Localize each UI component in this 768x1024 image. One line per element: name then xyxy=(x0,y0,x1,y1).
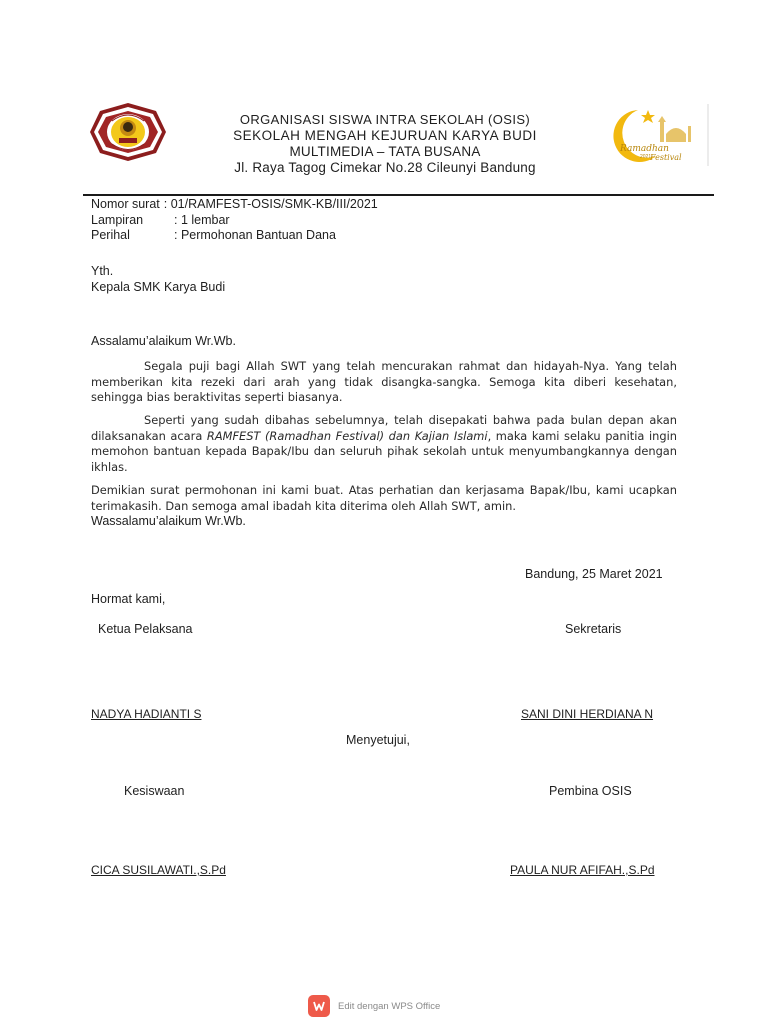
ramfest-logo-text-2: 2021 xyxy=(640,154,652,160)
paragraph-3-text: Demikian surat permohonan ini kami buat. Atas perhatian dan kerjasama Bapak/Ibu, kami ucapkan terimakasih. Dan semoga amal ibadah kita diterima oleh Allah SWT, amin. xyxy=(91,483,677,513)
paragraph-2-text-a: Seperti yang sudah dibahas sebelumnya, telah disepakati bahwa pada bulan depan akan dilaksanakan acara xyxy=(91,413,677,443)
greeting: Assalamu’alaikum Wr.Wb. xyxy=(91,334,236,348)
letterhead-school: SEKOLAH MENGAH KEJURUAN KARYA BUDI xyxy=(233,128,537,143)
recipient-yth: Yth. xyxy=(91,264,114,278)
wps-footer xyxy=(308,995,440,1017)
meta-nomor xyxy=(91,197,378,213)
kesiswaan-name: CICA SUSILAWATI.,S.Pd xyxy=(91,863,226,877)
paragraph-2 xyxy=(91,413,677,475)
paragraph-3 xyxy=(91,483,677,514)
event-name: RAMFEST (Ramadhan Festival) dan Kajian Islami xyxy=(206,428,488,443)
letterhead-rule xyxy=(83,194,714,196)
letterhead-majors: MULTIMEDIA – TATA BUSANA xyxy=(289,144,481,159)
ketua-name: NADYA HADIANTI S xyxy=(91,707,202,721)
pembina-title: Pembina OSIS xyxy=(549,784,632,798)
meta-lampiran-label: Lampiran xyxy=(91,212,144,227)
sekretaris-name: SANI DINI HERDIANA N xyxy=(521,707,654,721)
ketua-title: Ketua Pelaksana xyxy=(98,622,193,636)
kesiswaan-title: Kesiswaan xyxy=(124,784,185,798)
hormat-kami: Hormat kami, xyxy=(91,592,166,606)
letterhead-address: Jl. Raya Tagog Cimekar No.28 Cileunyi Bandung xyxy=(234,160,536,175)
meta-lampiran xyxy=(91,213,378,229)
letter-date: Bandung, 25 Maret 2021 xyxy=(525,567,663,581)
closing-greeting: Wassalamu’alaikum Wr.Wb. xyxy=(91,514,246,528)
meta-nomor-value: : 01/RAMFEST-OSIS/SMK-KB/III/2021 xyxy=(163,197,378,211)
ramfest-logo xyxy=(612,104,712,166)
wps-office-icon xyxy=(308,995,330,1017)
paragraph-2-text-b: , maka kami selaku panitia ingin memohon bantuan kepada Bapak/Ibu dan seluruh pihak sekolah untuk menyumbangkannya dengan ikhlas. xyxy=(91,428,677,474)
letter-meta xyxy=(91,197,378,244)
sekretaris-title: Sekretaris xyxy=(565,622,622,636)
paragraph-1-text: Segala puji bagi Allah SWT yang telah mencurakan rahmat dan hidayah-Nya. Yang telah memberikan kita rezeki dari arah yang tidak disangka-sangka. Semoga kita diberi kesehatan, sehingga bias beraktivitas seperti biasanya. xyxy=(91,359,677,404)
school-logo xyxy=(88,101,168,163)
ramfest-logo-text-1: Ramadhan xyxy=(620,144,669,154)
recipient-name: Kepala SMK Karya Budi xyxy=(91,280,226,294)
meta-nomor-label: Nomor surat xyxy=(91,197,160,211)
ramfest-logo-text-3: Festival xyxy=(650,153,682,162)
letterhead xyxy=(175,112,595,176)
meta-perihal-label: Perihal xyxy=(91,228,130,242)
wps-footer-label: Edit dengan WPS Office xyxy=(338,1000,441,1012)
meta-perihal xyxy=(91,228,378,244)
letterhead-org: ORGANISASI SISWA INTRA SEKOLAH (OSIS) xyxy=(239,112,531,127)
paragraph-1 xyxy=(91,359,677,406)
meta-perihal-value: : Permohonan Bantuan Dana xyxy=(174,228,336,242)
pembina-name: PAULA NUR AFIFAH.,S.Pd xyxy=(510,863,655,877)
meta-lampiran-value: : 1 lembar xyxy=(174,212,230,227)
menyetujui: Menyetujui, xyxy=(346,733,410,747)
